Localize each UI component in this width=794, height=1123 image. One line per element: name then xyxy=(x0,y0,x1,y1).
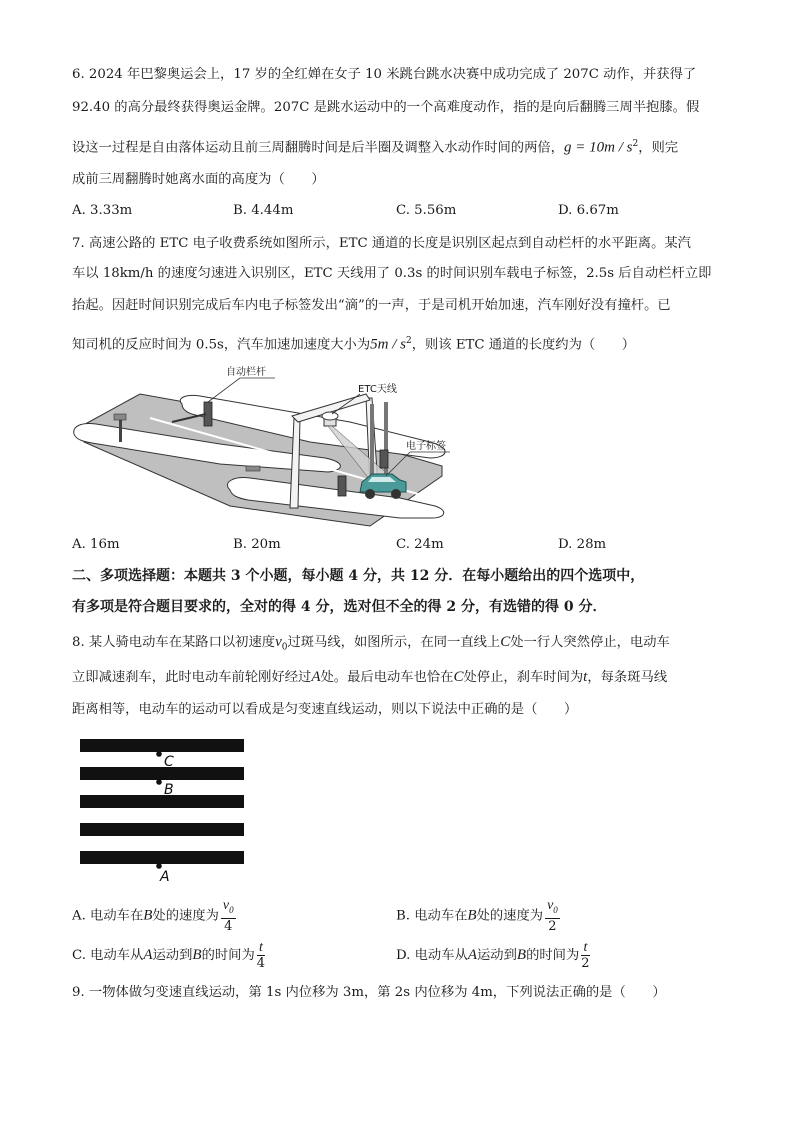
gravity-formula: g = 10m / s xyxy=(563,139,633,156)
q7-option-c[interactable]: C. 24m xyxy=(396,537,444,552)
q8-line2: 立即减速刹车，此时电动车前轮刚好经过A处。最后电动车也恰在C处停止，刹车时间为t，每条斑马线 xyxy=(72,669,668,685)
q8-option-b[interactable]: B. 电动车在B处的速度为 $\frac{v_0}{2}$ xyxy=(396,898,558,934)
q7-option-d[interactable]: D. 28m xyxy=(558,537,607,552)
q6-option-c[interactable]: C. 5.56m xyxy=(396,203,457,218)
q6-option-d[interactable]: D. 6.67m xyxy=(558,203,619,218)
point-a xyxy=(156,863,162,869)
q9-line1: 9. 一物体做匀变速直线运动，第 1s 内位移为 3m，第 2s 内位移为 4m，下列说法正确的是（ ） xyxy=(72,985,666,1000)
q6-option-b[interactable]: B. 4.44m xyxy=(233,203,294,218)
label-b: B xyxy=(164,782,174,798)
q7-option-a[interactable]: A. 16m xyxy=(72,537,120,552)
label-c: C xyxy=(164,754,174,770)
q6-line4: 成前三周翻腾时她离水面的高度为（ ） xyxy=(72,172,325,187)
q7-option-b[interactable]: B. 20m xyxy=(233,537,281,552)
section2-line1: 二、多项选择题：本题共 3 个小题，每小题 4 分，共 12 分．在每小题给出的四个选项中， xyxy=(72,568,645,584)
q8-line1: 8. 某人骑电动车在某路口以初速度$v_0$过斑马线，如图所示，在同一直线上C处一行人突然停止，电动车 xyxy=(72,634,670,653)
fraction-v0-over-2: $\frac{v_0}{2}$ xyxy=(547,898,558,934)
section2-line2: 有多项是符合题目要求的，全对的得 4 分，选对但不全的得 2 分，有选错的得 0 分． xyxy=(72,599,607,615)
q7-line2: 车以 18km/h 的速度匀速进入识别区，ETC 天线用了 0.3s 的时间识别车载电子标签，2.5s 后自动栏杆立即 xyxy=(72,266,712,281)
q6-line1: 6. 2024 年巴黎奥运会上，17 岁的全红婵在女子 10 米跳台跳水决赛中成功完成了 207C 动作，并获得了 xyxy=(72,67,697,82)
q7-line3: 抬起。因赶时间识别完成后车内电子标签发出“滴”的一声，于是司机开始加速，汽车刚好没有撞杆。已 xyxy=(72,298,671,313)
label-a: A xyxy=(160,869,170,885)
q8-option-c[interactable]: C. 电动车从A运动到B的时间为 $\frac{t}{4}$ xyxy=(72,940,266,971)
q6-option-a[interactable]: A. 3.33m xyxy=(72,203,133,218)
label-barrier: 自动栏杆 xyxy=(226,367,266,378)
q6-line2: 92.40 的高分最终获得奥运金牌。207C 是跳水运动中的一个高难度动作，指的是向后翻腾三周半抱膝。假 xyxy=(72,100,700,115)
q6-line3: 设这一过程是自由落体运动且前三周翻腾时间是后半圈及调整入水动作时间的两倍，$g = 10m / s^2$，则完 xyxy=(72,139,679,156)
fraction-t-over-4: $\frac{t}{4}$ xyxy=(256,940,266,971)
q8-line3: 距离相等，电动车的运动可以看成是匀变速直线运动，则以下说法中正确的是（ ） xyxy=(72,702,578,717)
fraction-v0-over-4: $\frac{v_0}{4}$ xyxy=(222,898,234,934)
acceleration-formula: 5m / s xyxy=(370,336,406,353)
label-tag: 电子标签 xyxy=(406,441,446,452)
q8-option-a[interactable]: A. 电动车在B处的速度为 $\frac{v_0}{4}$ xyxy=(72,898,234,934)
label-antenna: ETC天线 xyxy=(358,384,397,395)
point-b xyxy=(156,779,162,785)
point-c xyxy=(156,751,162,757)
fraction-t-over-2: $\frac{t}{2}$ xyxy=(581,940,590,971)
zebra-crossing-figure xyxy=(78,736,253,886)
q7-line1: 7. 高速公路的 ETC 电子收费系统如图所示，ETC 通道的长度是识别区起点到自动栏杆的水平距离。某汽 xyxy=(72,236,691,251)
q8-option-d[interactable]: D. 电动车从A运动到B的时间为 $\frac{t}{2}$ xyxy=(396,940,590,971)
etc-figure xyxy=(70,358,450,530)
q7-line4: 知司机的反应时间为 0.5s，汽车加速加速度大小为$5m / s^2$，则该 ETC 通道的长度约为（ ） xyxy=(72,336,636,353)
